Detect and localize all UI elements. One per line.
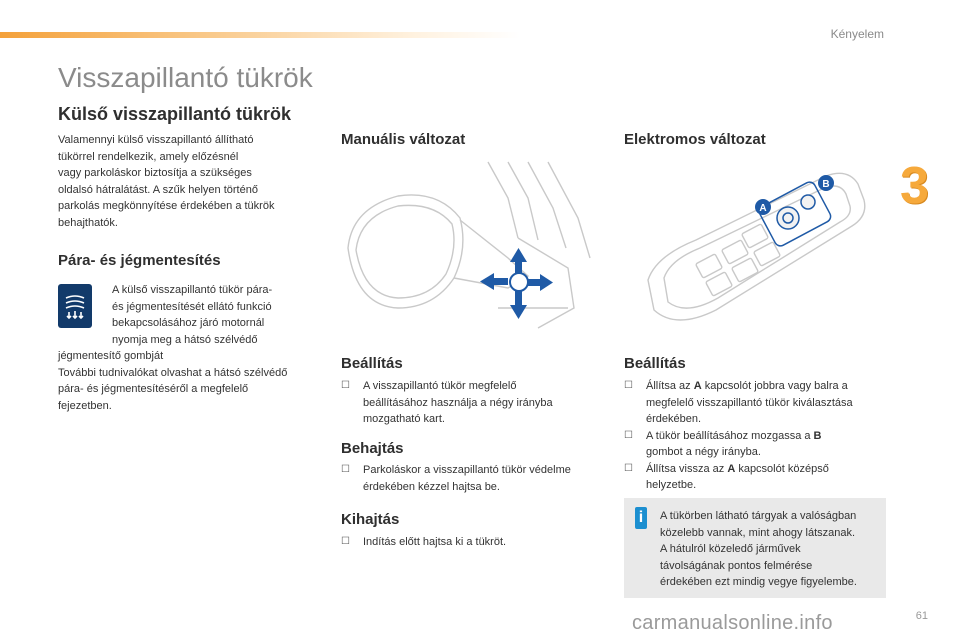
header-accent-bar	[0, 32, 520, 38]
defrost-heading: Pára- és jégmentesítés	[58, 252, 221, 269]
intro-paragraph: Valamennyi külső visszapillantó állítható tükörrel rendelkezik, amely előzésnél vagy parkoláskor biztosítja a szükséges oldalsó hátralátást. A szűk helyen történő parkolás megkönnyítése érdekében a tükrök behajthatók.	[58, 134, 275, 229]
list-item: ☐ A visszapillantó tükör megfelelő beállításához használja a négy irányba mozgatható kart.	[341, 380, 553, 425]
info-icon: i	[635, 507, 647, 529]
main-heading: Külső visszapillantó tükrök	[58, 104, 292, 124]
fold-heading: Behajtás	[341, 440, 404, 457]
electric-setting-list	[624, 378, 886, 494]
manual-setting-heading: Beállítás	[341, 355, 403, 372]
label-b: B	[822, 179, 830, 190]
electric-switch-illustration	[636, 160, 876, 330]
rear-defrost-icon	[58, 284, 92, 328]
page-number: 61	[915, 610, 928, 622]
info-text: A tükörben látható tárgyak a valóságban közelebb vannak, mint ahogy látszanak. A hátulról közeledő járművek távolságának pontos felmérése érdekében ezt mindig vegye figyelembe.	[660, 510, 857, 588]
unfold-heading: Kihajtás	[341, 511, 400, 528]
list-item: ☐ Indítás előtt hajtsa ki a tükröt.	[341, 536, 507, 548]
watermark: carmanualsonline.info	[632, 612, 833, 634]
defrost-text-indented: A külső visszapillantó tükör pára- és jégmentesítését ellátó funkció bekapcsolásához járó motornál nyomja meg a hátsó szélvédő	[112, 284, 273, 346]
manual-setting-list	[341, 378, 603, 428]
list-item: ☐ Állítsa vissza az A kapcsolót középső helyzetbe.	[624, 462, 829, 491]
list-item: ☐ Parkoláskor a visszapillantó tükör védelme érdekében kézzel hajtsa be.	[341, 464, 571, 493]
chapter-number: 3	[900, 157, 929, 215]
list-item: ☐ Állítsa az A kapcsolót jobbra vagy balra a megfelelő visszapillantó tükör kiválasztása érdekében.	[624, 380, 853, 425]
page-title: Visszapillantó tükrök	[58, 62, 313, 93]
electric-setting-heading: Beállítás	[624, 355, 686, 372]
fold-list	[341, 462, 603, 495]
defrost-text: jégmentesítő gombját További tudnivalókat olvashat a hátsó szélvédő pára- és jégmentesítéséről a megfelelő fejezetben.	[58, 350, 288, 412]
list-item: ☐ A tükör beállításához mozgassa a B gombot a négy irányba.	[624, 429, 822, 458]
electric-heading: Elektromos változat	[624, 131, 766, 148]
manual-mirror-illustration	[338, 158, 600, 338]
unfold-list	[341, 534, 603, 551]
label-a: A	[759, 203, 767, 214]
section-name: Kényelem	[830, 27, 884, 41]
manual-heading: Manuális változat	[341, 131, 466, 148]
